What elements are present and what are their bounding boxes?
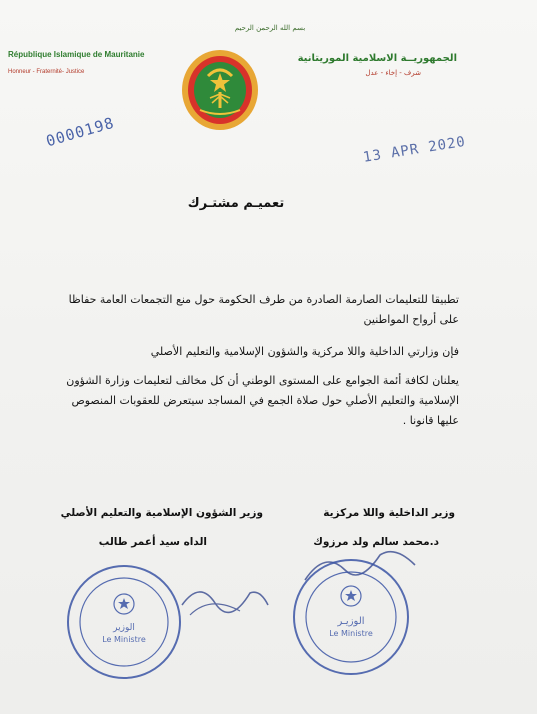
interior-minister-name: د.محمد سالم ولد مرزوك bbox=[313, 536, 439, 548]
islamic-affairs-minister-name: الداه سيد أعمر طالب bbox=[98, 536, 207, 548]
body-paragraph-1: تطبيقا للتعليمات الصارمة الصادرة من طرف الحكومة حول منع التجمعات العامة حفاظا على أرواح المواطنين bbox=[68, 293, 459, 326]
body-paragraph-2: فإن وزارتي الداخلية واللا مركزية والشؤون الإسلامية والتعليم الأصلي bbox=[150, 345, 459, 358]
left-stamp-arabic: الوزير bbox=[113, 623, 135, 633]
french-motto: Honneur - Fraternité- Justice bbox=[8, 69, 85, 75]
signature-left-icon bbox=[180, 575, 270, 625]
interior-ministry-stamp bbox=[290, 556, 412, 678]
national-seal-icon bbox=[180, 48, 260, 132]
islamic-affairs-stamp bbox=[64, 562, 184, 682]
body-paragraph-3: يعلنان لكافة أئمة الجوامع على المستوى الوطني أن كل مخالف لتعليمات وزارة الشؤون الإسلامية والتعليم الأصلي حول صلاة الجمع في المساجد سيتعرض للعقوبات المنصوص عليها قانونا . bbox=[66, 374, 459, 427]
interior-minister-title: وزير الداخلية واللا مركزية bbox=[323, 507, 455, 519]
arabic-republic-name: الجمهوريــة الاسلامية الموريتانية bbox=[297, 53, 457, 64]
basmala: بسم الله الرحمن الرحيم bbox=[234, 24, 306, 32]
document-title: تعميـم مشتـرك bbox=[187, 196, 285, 211]
arabic-motto: شرف - إخاء - عدل bbox=[365, 69, 421, 77]
left-stamp-french: Le Ministre bbox=[102, 635, 146, 644]
french-republic-name: République Islamique de Mauritanie bbox=[8, 50, 145, 59]
right-stamp-french: Le Ministre bbox=[329, 629, 373, 638]
date-stamp: 13 APR 2020 bbox=[362, 133, 467, 166]
right-stamp-arabic: الوزيـر bbox=[337, 616, 365, 627]
islamic-affairs-minister-title: وزير الشؤون الإسلامية والتعليم الأصلي bbox=[60, 507, 263, 519]
serial-number-stamp: 0000198 bbox=[44, 113, 117, 151]
